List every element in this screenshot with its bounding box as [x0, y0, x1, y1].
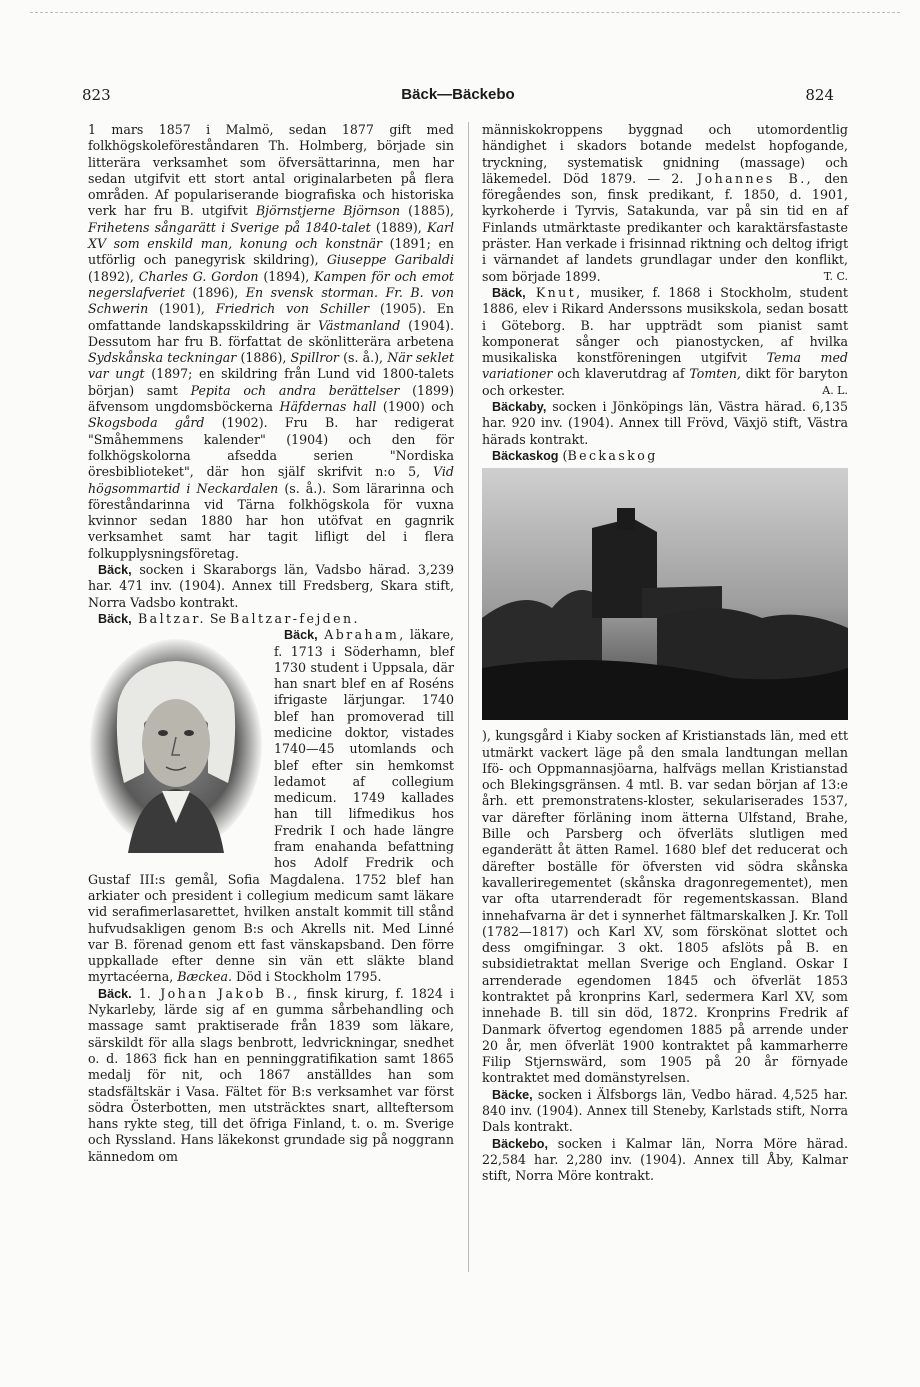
entry-back-abraham: Bäck, Abraham, läkare, f. 1713 i Söderhamn, blef 1730 student i Uppsala, där han snart blef en af Roséns ifrigaste lärjungar. 1740 blef han promoverad till medicine doktor, vistades 1740—45 utomlands och blef efter sin hemkomst ledamot af collegium medicum. 1749 kallades han till lifmedikus hos Fredrik I och hade längre fram enahanda befattning hos Adolf Fredrik och Gustaf III:s gemål, Sofia Magdalena. 1752 blef han arkiater och president i collegium medicum samt läkare vid serafimerlasarettet, hvilken anstalt kommit till stånd hufvudsakligen genom B:s och Akrells nit. Med Linné var B. förenad genom ett fast vänskapsband. Den förre uppkallade efter denne sin vän ett släkte bland myrtacéerna, Bæckea. Död i Stockholm 1795. [88, 627, 454, 985]
column-divider [468, 122, 469, 1272]
entry-backaskog: Bäckaskog (Beckaskog ), kungsgård i Kiaby socken af Kristianstads län, med ett utmärkt vackert läge på den smala landtungan mellan Ifö- och Oppmannasjöarna, halfvägs mellan Kristianstad och Blekingsgränsen. 4 mtl. B. var sedan början af 13:e årh. ett premonstratens-kloster, sekulariserades 1537, var därefter förläning inom ätterna Ulfstand, Brahe, Bille och Parsberg och öfverläts slutligen med eganderätt åt ätten Ramel. 1680 blef det reducerat och därefter boställe för öfversten vid södra skånska kavalleriregementet (skånska dragonregementet), men var ofta utarrenderadt för regementskassan. Bland innehafvarna är det i synnerhet fältmarskalken J. Kr. Toll (1782—1817) och Karl XV, som förskönat slottet och dess omgifningar. 3 okt. 1805 afslöts på B. en subsidietraktat mellan Sverige och England. Oskar I arrenderade egendomen 1845 och öfverlät 1853 kontraktet på kronprins Karl, sedermera Karl XV, som innehade B. till sin död, 1872. Kronprins Fredrik af Danmark öfvertog egendomen 1885 på arrende under 20 år, men öfverlät 1900 kontraktet på kammarherre Filip Stjernswärd, som 1905 på 20 år förnyade kontraktet med domänstyrelsen. [482, 447, 848, 1086]
photo-backaskog-castle [482, 468, 848, 720]
page-number-right: 824 [805, 86, 834, 104]
top-rule [30, 12, 900, 14]
entry-back-baltzar: Bäck, Baltzar. Se Baltzar-fejden. [98, 610, 360, 626]
entry-back-continued: människokroppens byggnad och utomordentlig händighet i skadors botande medelst hopfogande, tryckning, systematisk gnidning (massage) och läkemedel. Död 1879. — 2. Johannes B., den föregåendes son, finsk predikant, f. 1850, d. 1901, kyrkoherde i Tyrvis, Satakunda, var på sin tid en af Finlands utmärktaste predikanter och karaktärsfastaste präster. Han verkade i frisinnad riktning och deltog ifrigt i värnandet af landets grundlagar under den konflikt, som började 1899. T. C. [482, 122, 848, 284]
left-column [88, 122, 454, 1165]
right-column [482, 122, 848, 1185]
entry-backebo: Bäckebo, socken i Kalmar län, Norra Möre härad. 22,584 har. 2,280 inv. (1904). Annex till Åby, Kalmar stift, Norra Möre kontrakt. [482, 1135, 848, 1184]
page-number-left: 823 [82, 86, 111, 104]
entry-continued: 1 mars 1857 i Malmö, sedan 1877 gift med folkhögskoleföreståndaren Th. Holmberg, började sin litterära verksamhet som öfversättarinna, men har sedan utgifvit ett stort antal originalarbeten på flera områden. Af populariserande biografiska och historiska verk har fru B. utgifvit Björnstjerne Björnson (1885), Frihetens sångarätt i Sverige på 1840-talet (1889), Karl XV som enskild man, konung och konstnär (1891; en utförlig och panegyrisk skildring), Giuseppe Garibaldi (1892), Charles G. Gordon (1894), Kampen för och emot negerslafveriet (1896), En svensk storman. Fr. B. von Schwerin (1901), Friedrich von Schiller (1905). En omfattande landskapsskildring är Västmanland (1904). Dessutom har fru B. författat de skönlitterära arbetena Sydskånska teckningar (1886), Spillror (s. å.), När seklet var ungt (1897; en skildring från Lund vid 1800-talets början) samt Pepita och andra berättelser (1899) äfvensom ungdomsböckerna Häfdernas hall (1900) och Skogsboda gård (1902). Fru B. har redigerat "Småhemmens kalender" (1904) och den för folkhögskolorna afsedda serien "Nordiska öresbiblioteket", där hon själf skrifvit n:o 5, Vid högsommartid i Neckardalen (s. å.). Som lärarinna och föreståndarinna vid Tärna folkhögskola för vuxna kvinnor sedan 1880 har hon utöfvat en gagnrik verksamhet samt har tagit lifligt del i flera folkupplysningsföretag. [88, 122, 455, 561]
entry-back-socken-skaraborg: Bäck, socken i Skaraborgs län, Vadsbo härad. 3,239 har. 471 inv. (1904). Annex till Fredsberg, Skara stift, Norra Vadsbo kontrakt. [88, 562, 454, 610]
portrait-abraham-back [88, 633, 264, 853]
entry-back-knut: Bäck, Knut, musiker, f. 1868 i Stockholm, student 1886, elev i Rikard Anderssons musikskola, sedan bosatt i Göteborg. B. har uppträdt som pianist samt komponerat sånger och pianostycken, af hvilka musikaliska konstföreningen utgifvit Tema med variationer och klaverutdrag af Tomten, dikt för baryton och orkester. A. L. [482, 284, 849, 398]
entry-backe: Bäcke, socken i Älfsborgs län, Vedbo härad. 4,525 har. 840 inv. (1904). Annex till Steneby, Karlstads stift, Norra Dals kontrakt. [482, 1086, 848, 1135]
entry-backaby: Bäckaby, socken i Jönköpings län, Västra härad. 6,135 har. 920 inv. (1904). Annex till Frövd, Växjö stift, Västra härads kontrakt. [482, 399, 848, 447]
page-header [82, 86, 834, 108]
entry-back-johan-jakob: Bäck. 1. Johan Jakob B., finsk kirurg, f. 1824 i Nykarleby, lärde sig af en gumma sårbehandling och massage samt praktiserade från 1839 som läkare, särskildt för alla slags benbrott, ledvrickningar, snedhet o. d. 1863 fick han en penninggratifikation samt 1865 medalj för nit, och 1867 anställdes han som stadsfältskär i Vasa. Fältet för B:s verksamhet var först södra Österbotten, men utsträcktes snart, allteftersom hans rykte steg, till det öfriga Finland, t. o. m. Sverige och Ryssland. Hans läkekonst grundade sig på noggrann kännedom om [88, 985, 454, 1164]
running-title: Bäck—Bäckebo [401, 86, 515, 103]
